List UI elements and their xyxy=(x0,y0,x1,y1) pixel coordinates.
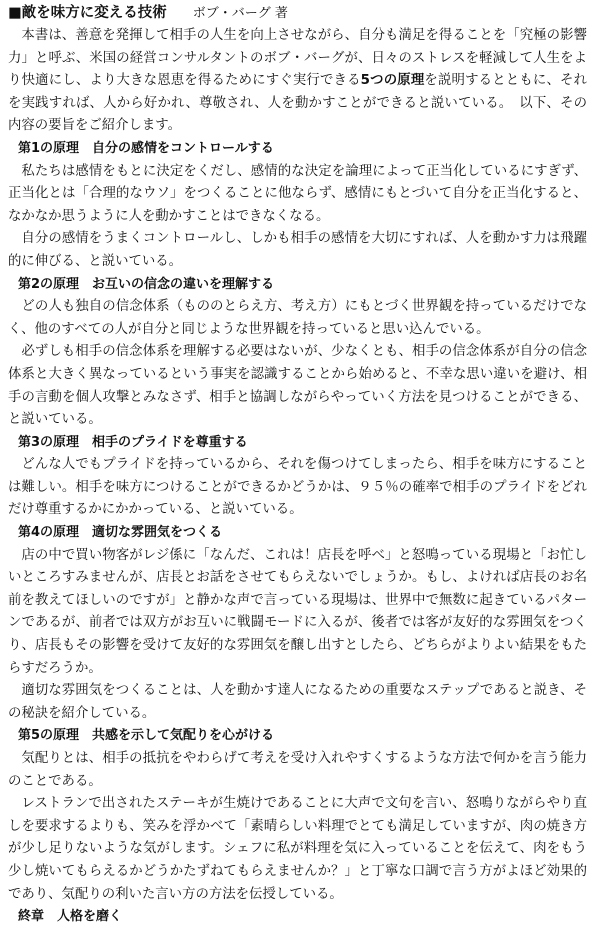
section-principle-4 xyxy=(8,522,587,725)
section-principle-1 xyxy=(8,138,587,274)
intro-text-before: 本書は、善意を発揮して相手の人生を向上させながら、自分も満足を得ることを「究極の影響力」と呼ぶ、米国の経営コンサルタントのボブ・バーグが、日々のストレスを軽減して人生をより快適にし、より大きな恩恵を得るためにすぐ実行できる xyxy=(8,28,587,89)
section-paragraph: 適切な雰囲気をつくることは、人を動かす達人になるための重要なステップであると説き、その秘訣を紹介している。 xyxy=(8,683,587,721)
section-heading: 第3の原理 相手のプライドを尊重する xyxy=(18,434,248,450)
section-heading: 第2の原理 お互いの信念の違いを理解する xyxy=(18,276,275,292)
section-principle-5 xyxy=(8,725,587,906)
section-paragraph: 自分の感情をうまくコントロールし、しかも相手の感情を大切にすれば、人を動かす力は飛躍的に伸びる、と説いている。 xyxy=(8,231,587,269)
section-paragraph: 必ずしも相手の信念体系を理解する必要はないが、少なくとも、相手の信念体系が自分の信念体系と大きく異なっているという事実を認識することから始めると、不幸な思い違いを避け、相手の言動を個人攻撃とみなさず、相手と協調しながらやっていく方法を見つけることができる、と説いている。 xyxy=(8,344,587,428)
section-heading: 終章 人格を磨く xyxy=(18,909,123,925)
section-heading: 第4の原理 適切な雰囲気をつくる xyxy=(18,525,223,541)
section-heading: 第1の原理 自分の感情をコントロールする xyxy=(18,140,274,156)
section-paragraph: 気配りとは、相手の抵抗をやわらげて考えを受け入れやすくするような方法で何かを言う能力のことである。 xyxy=(8,751,587,789)
section-paragraph: どんな人でもプライドを持っているから、それを傷つけてしまったら、相手を味方にすることは難しい。相手を味方につけることができるかどうかは、９５％の確率で相手のプライドをどれだけ尊重するかにかかっている、と説いている。 xyxy=(8,457,587,518)
section-paragraph: 私たちは感情をもとに決定をくだし、感情的な決定を論理によって正当化しているにすぎず、正当化とは「合理的なウソ」をつくることに他ならず、感情にもとづいて自分を正当化すると、なかなか思うように人を動かすことはできなくなる。 xyxy=(8,163,587,224)
section-paragraph: 店の中で買い物客がレジ係に「なんだ、これは！店長を呼べ」と怒鳴っている現場と「お忙しいところすみませんが、店長とお話をさせてもらえないでしょうか。もし、よければ店長のお名前を教えてほしいのですが」と静かな声で言っている現場は、世界中で無数に起きているパターンであるが、前者では双方がお互いに戦闘モードに入るが、後者では客が友好的な雰囲気をつくり、店長もその影響を受けて友好的な雰囲気を醸し出すとしたら、どちらがよりよい結果をもたらすだろうか。 xyxy=(8,547,587,676)
intro-text-after: を説明するとともに、それを実践すれば、人から好かれ、尊敬され、人を動かすことができると説いている。 以下、その内容の要旨をご紹介します。 xyxy=(8,73,587,134)
section-final-chapter xyxy=(8,906,587,929)
document-author: ボブ・バーグ 著 xyxy=(192,6,288,21)
section-principle-3 xyxy=(8,432,587,522)
intro-emphasis: 5つの原理 xyxy=(360,73,425,89)
section-principle-2 xyxy=(8,274,587,432)
title-row xyxy=(8,2,587,25)
intro-paragraph xyxy=(8,25,587,138)
document-title: ■敵を味方に変える技術 xyxy=(8,5,167,21)
section-paragraph: レストランで出されたステーキが生焼けであることに大声で文句を言い、怒鳴りながらやり直しを要求するよりも、笑みを浮かべて「素晴らしい料理でとても満足していますが、肉の焼き方が少し足りないような気がします。シェフに私が料理を気に入っていることを伝えて、肉をもう少し焼いてもらえるかどうかたずねてもらえませんか？」と丁寧な口調で言う方がよほど効果的であり、気配りの利いた言い方の方法を伝授している。 xyxy=(8,796,587,902)
section-heading: 第5の原理 共感を示して気配りを心がける xyxy=(18,728,275,744)
section-paragraph: どの人も独自の信念体系（もののとらえ方、考え方）にもとづく世界観を持っているだけでなく、他のすべての人が自分と同じような世界観を持っていると思い込んでいる。 xyxy=(8,299,587,337)
